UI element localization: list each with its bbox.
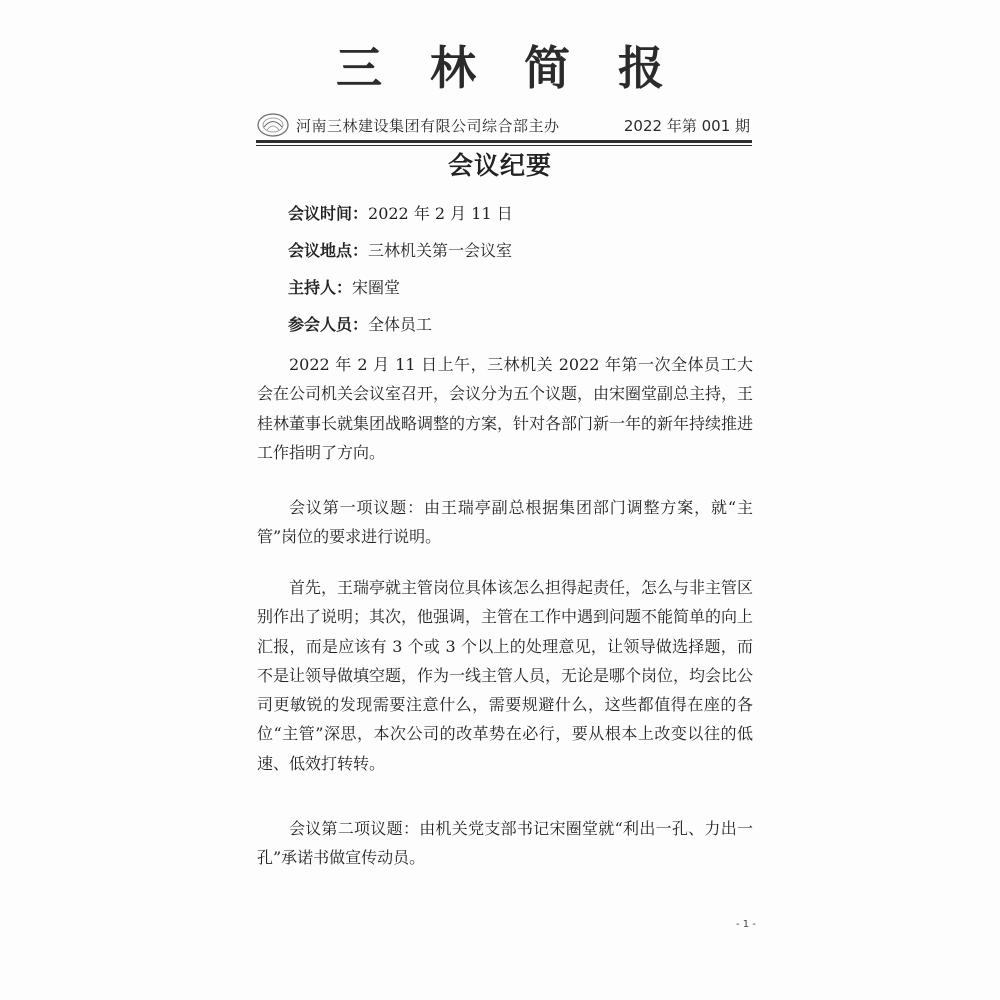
issue-number: 2022 年第 001 期 [623,117,750,135]
meta-label: 会议地点： [288,241,369,260]
header-rule-thin [256,145,752,146]
header-rule-thick [256,140,752,143]
issuer-text: 河南三林建设集团有限公司综合部主办 [296,117,560,135]
meta-host [288,276,400,300]
body-paragraph-3 [257,573,753,778]
meta-attendees [288,313,432,337]
meta-meeting-time [288,202,513,226]
document-title: 会议纪要 [447,151,552,180]
body-paragraph-2 [257,493,753,552]
meta-label: 会议时间： [288,204,369,223]
meta-value: 全体员工 [368,315,433,334]
page-number: - 1 - [736,919,756,930]
meta-label: 主持人： [288,278,353,297]
body-paragraph-4 [257,814,753,873]
meta-value: 宋圈堂 [352,278,401,297]
meta-label: 参会人员： [288,315,369,334]
meta-meeting-place [288,239,512,263]
masthead-title: 三林简报 [336,41,712,95]
meta-value: 2022 年 2 月 11 日 [368,204,513,223]
paragraph-text: 会议第二项议题：由机关党支部书记宋圈堂就“利出一孔、力出一孔”承诺书做宣传动员。 [257,819,753,868]
paragraph-text: 会议第一项议题：由王瑞亭副总根据集团部门调整方案，就“主管”岗位的要求进行说明。 [257,498,753,547]
meta-value: 三林机关第一会议室 [368,241,513,260]
body-paragraph-1 [257,350,753,467]
company-logo-icon [256,112,290,138]
paragraph-text: 首先，王瑞亭就主管岗位具体该怎么担得起责任，怎么与非主管区别作出了说明；其次，他强调，主管在工作中遇到问题不能简单的向上汇报，而是应该有 3 个或 3 个以上的处理意见，让领导做选择题，而不是让领导做填空题，作为一线主管人员，无论是哪个岗位，均会比公司更敏锐的发现需要注意什么，需要规避什么，这些都值得在座的各位“主管”深思，本次公司的改革势在必行，要从根本上改变以往的低速、低效打转转。 [257,578,754,773]
issuer-row [256,111,752,139]
paragraph-text: 2022 年 2 月 11 日上午，三林机关 2022 年第一次全体员工大会在公司机关会议室召开，会议分为五个议题，由宋圈堂副总主持，王桂林董事长就集团战略调整的方案，针对各部门新一年的新年持续推进工作指明了方向。 [257,355,754,462]
